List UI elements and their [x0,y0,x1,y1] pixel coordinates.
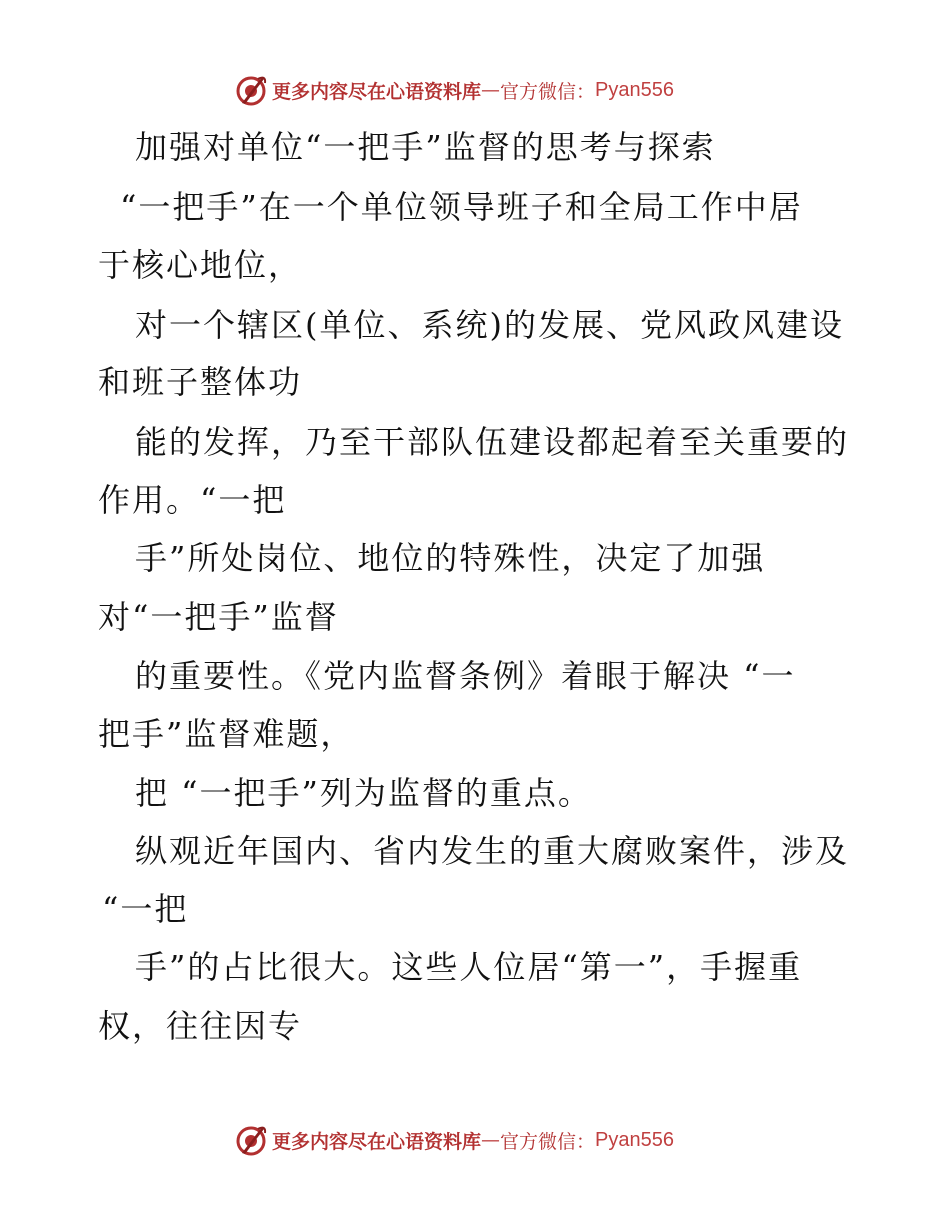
footer-watermark [234,1120,674,1160]
paragraph-line: 对一个辖区(单位、系统)的发展、党风政风建设 [135,306,844,344]
header-wechat-id: Pyan556 [595,78,674,101]
footer-dash: — [481,1129,501,1151]
paragraph-line: 作用。“一把 [98,481,287,519]
paragraph-line: 对“一把手”监督 [98,598,339,636]
paragraph-line: 于核心地位， [98,246,303,284]
footer-wechat-label: 官方微信： [500,1130,596,1153]
paragraph-line: 权，往往因专 [98,1007,303,1045]
paragraph-line: 和班子整体功 [98,363,303,401]
document-title: 加强对单位“一把手”监督的思考与探索 [135,128,716,166]
paragraph-line: 能的发挥，乃至干部队伍建设都起着至关重要的 [135,423,850,461]
paragraph-line: “一把手”在一个单位领导班子和全局工作中居 [120,188,803,226]
header-wechat-label: 官方微信： [500,80,596,103]
paragraph-line: “一把 [102,890,189,928]
paragraph-line: 纵观近年国内、省内发生的重大腐败案件，涉及 [135,832,850,870]
paragraph-line: 的重要性。《党内监督条例》着眼于解决 “一 [135,657,796,695]
header-dash: — [481,79,501,101]
footer-wechat-id: Pyan556 [595,1128,674,1151]
quill-logo-icon [234,1123,268,1157]
footer-site-text: 更多内容尽在心语资料库 [272,1130,482,1153]
paragraph-line: 手”所处岗位、地位的特殊性，决定了加强 [135,539,766,577]
quill-logo-icon [234,73,268,107]
header-watermark [234,70,674,110]
header-site-text: 更多内容尽在心语资料库 [272,80,482,103]
paragraph-line: 把手”监督难题， [98,715,355,753]
paragraph-line: 手”的占比很大。这些人位居“第一”，手握重 [135,948,803,986]
paragraph-line: 把 “一把手”列为监督的重点。 [135,774,592,812]
